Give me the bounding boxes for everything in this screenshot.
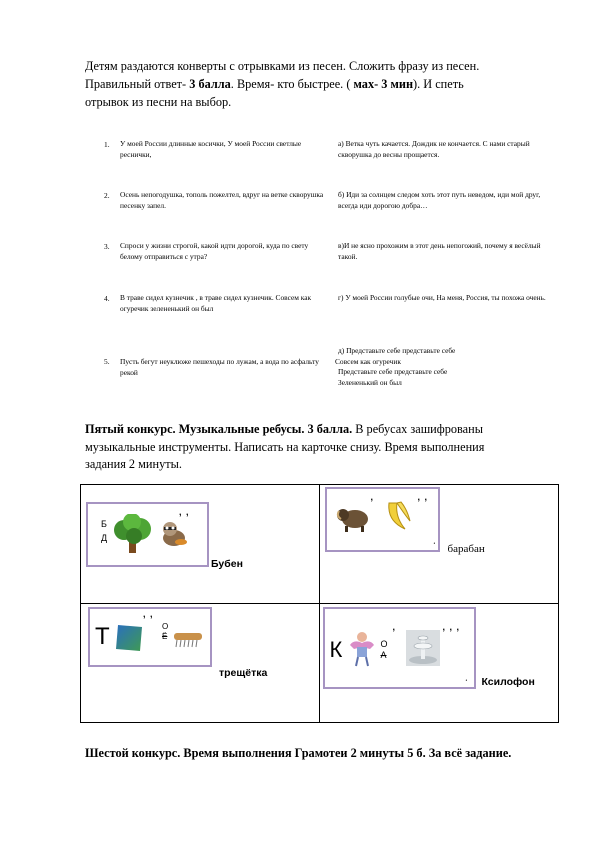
item-number: 4. <box>104 294 110 303</box>
rebus-answer-4: Ксилофон <box>481 676 535 688</box>
rebus-card-1 <box>86 502 209 567</box>
intro-line-2 <box>85 75 550 93</box>
song-left-1: У моей России длинные косички, У моей России светлые реснички, <box>120 139 302 159</box>
rebus-table <box>80 484 559 723</box>
contest5-line-2: музыкальные инструменты. Написать на карточке снизу. Время выполнения <box>85 439 485 454</box>
rebus-comma-left: , <box>370 492 375 502</box>
item-number: 5. <box>104 357 110 366</box>
rebus-vowel: Ё <box>162 632 168 641</box>
intro-text: . Время- кто быстрее. ( <box>230 77 354 91</box>
song-right-5 <box>335 346 553 388</box>
intro-max-time: мах- 3 мин <box>353 77 414 91</box>
song-right-2: б) Иди за солнцем следом хоть этот путь неведом, иди мой друг, всегда иди дорогою добра… <box>338 190 541 210</box>
song-right-5-line: д) Представьте себе представьте себе <box>338 346 456 355</box>
contest5-line-1 <box>85 421 545 439</box>
rebus-comma: , <box>392 622 397 632</box>
rebus-letter: Т <box>95 623 110 650</box>
rebus-vowel: О <box>162 622 169 631</box>
song-left-3: Спроси у жизни строгой, какой идти дорогой, куда по свету белому отправиться с утра? <box>120 241 309 261</box>
rebus-vowel: О <box>380 639 388 649</box>
song-right-3: в)И не ясно прохожим в этот день непогожий, почему я весёлый такой. <box>338 241 541 261</box>
rebus-cell-3 <box>81 604 320 723</box>
contest6-text: Шестой конкурс. Время выполнения Грамотеи 2 минуты 5 б. За всё задание. <box>85 746 512 760</box>
rebus-commas: , , <box>143 609 154 619</box>
water-icon <box>114 623 144 653</box>
intro-line-3: отрывок из песни на выбор. <box>85 95 232 109</box>
rebus-card-2 <box>325 487 440 552</box>
card-dot: • <box>433 542 436 547</box>
song-left-2: Осень непогодушка, тополь пожелтел, вдруг на ветке скворушка песенку запел. <box>120 190 324 210</box>
item-number: 3. <box>104 242 110 251</box>
rebus-answer-2: барабан <box>447 543 485 555</box>
rebus-card-3 <box>88 607 212 667</box>
rebus-commas: , , , <box>442 622 461 632</box>
rebus-commas: , , <box>417 492 429 502</box>
rebus-letter: Д <box>101 533 108 543</box>
intro-text: ). И спеть <box>413 77 464 91</box>
song-left-4: В траве сидел кузнечик , в траве сидел кузнечик. Совсем как огуречик зелененький он был <box>120 293 312 313</box>
song-right-5-line: Зелененький он был <box>338 377 402 387</box>
rebus-answer-1: Бубен <box>211 558 243 570</box>
contest5-line-3: задания 2 минуты. <box>85 457 182 471</box>
contest5-title: Пятый конкурс. Музыкальные ребусы. 3 балла. <box>85 422 353 436</box>
fountain-icon <box>406 630 440 666</box>
tree-icon <box>112 514 154 554</box>
intro-text: Правильный ответ- <box>85 77 190 91</box>
rebus-answer-3: трещётка <box>219 667 268 679</box>
rebus-vowel: А <box>380 650 387 660</box>
brush-icon <box>172 629 206 649</box>
contest5-heading <box>85 421 545 474</box>
intro-line-1: Детям раздаются конверты с отрывками из песен. Сложить фразу из песен. <box>85 59 480 73</box>
item-number: 1. <box>104 140 110 149</box>
intro-points: 3 балла <box>189 77 231 91</box>
ram-icon <box>336 505 370 533</box>
song-right-5-line: Представьте себе представьте себе <box>338 367 448 376</box>
song-left-5: Пусть бегут неуклюже пешеходы по лужам, а вода по асфальту рекой <box>120 357 319 377</box>
card-dot: • <box>465 679 468 684</box>
rebus-commas: , , <box>179 507 190 517</box>
item-number: 2. <box>104 191 110 200</box>
rebus-cell-2 <box>319 485 559 604</box>
rebus-letter: К <box>329 637 343 662</box>
rebus-letter: Б <box>101 519 107 529</box>
rebus-card-4 <box>323 607 476 689</box>
intro-paragraph <box>85 57 550 111</box>
strongman-icon <box>348 631 376 667</box>
song-right-4: г) У моей России голубые очи, На меня, Россия, ты похожа очень. <box>338 293 546 302</box>
banana-icon <box>383 499 413 533</box>
song-right-5-line: Совсем как огуречик <box>335 356 401 366</box>
contest5-text: В ребусах зашифрованы <box>352 422 483 436</box>
rebus-cell-4 <box>319 604 559 723</box>
rebus-cell-1 <box>81 485 320 604</box>
raccoon-icon <box>158 518 190 548</box>
song-right-1: а) Ветка чуть качается. Дождик не кончается. С нами старый скворушка до весны прощается. <box>338 139 530 159</box>
